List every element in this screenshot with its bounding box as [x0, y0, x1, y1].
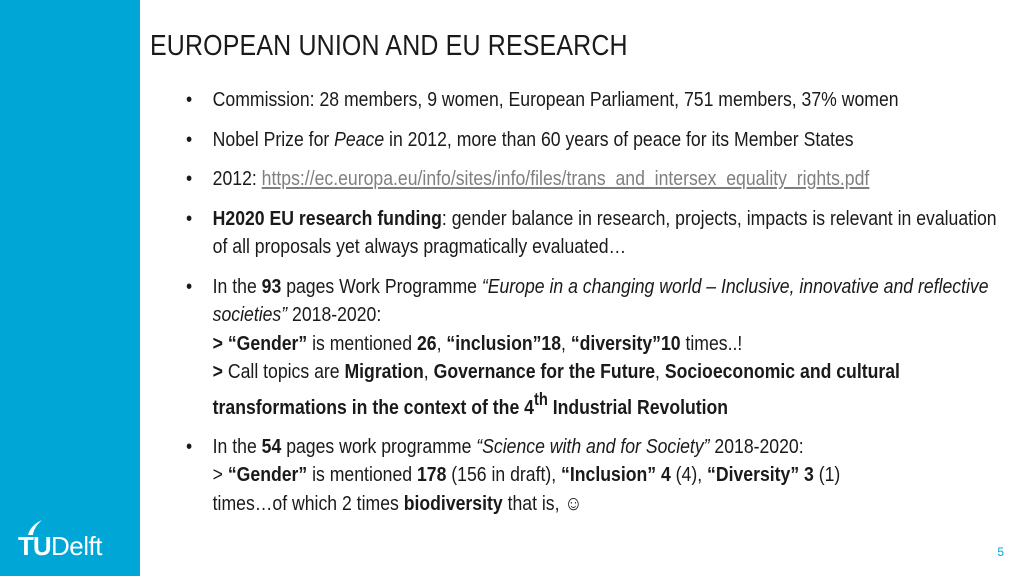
- slide-content: [186, 86, 1012, 529]
- tudelft-logo: [18, 518, 128, 562]
- smiley-icon: ☺: [564, 491, 583, 515]
- bullet-icon: •: [186, 88, 193, 111]
- bullet-icon: •: [186, 127, 193, 151]
- bullet-icon: •: [186, 274, 193, 298]
- bullet-list: [186, 86, 1012, 518]
- bullet-2012-link: • 2012: https://ec.europa.eu/info/sites/info/files/trans_and_intersex_equality_rights.pdf: [186, 165, 1012, 194]
- bullet-icon: •: [186, 206, 193, 230]
- page-number: 5: [997, 545, 1004, 559]
- peace-emphasis: Peace: [334, 127, 385, 151]
- slide-title: EUROPEAN UNION AND EU RESEARCH: [150, 30, 628, 62]
- bullet-work-programme-54: • In the 54 pages work programme “Science with and for Society” 2018-2020: > “Gender” is mentioned 178 (156 in draft), “Inclusion” 4 (4), “Diversity” 3 (1) times…of which 2 times biodiversity that is, ☺: [186, 434, 841, 515]
- bullet-nobel-prize: • Nobel Prize for Peace in 2012, more than 60 years of peace for its Member States: [186, 126, 1012, 155]
- bullet-icon: •: [186, 434, 193, 458]
- equality-rights-link[interactable]: https://ec.europa.eu/info/sites/info/files/trans_and_intersex_equality_rights.pdf: [261, 167, 870, 190]
- bullet-h2020: • H2020 EU research funding: gender balance in research, projects, impacts is relevant in evaluation of all proposals yet always pragmatically evaluated…: [186, 206, 997, 258]
- bullet-icon: •: [186, 167, 193, 190]
- bullet-work-programme-93: • In the 93 pages Work Programme “Europe in a changing world – Inclusive, innovative and reflective societies” 2018-2020: > “Gender” is mentioned 26, “inclusion”18, “diversity”10 times..! > Call topics are Migration, Governance for the Future, Socioeconomic and cultural transformations in the context of the 4th Industrial Revolution: [186, 274, 989, 419]
- sidebar: [0, 0, 140, 576]
- bullet-commission: • Commission: 28 members, 9 women, European Parliament, 751 members, 37% women: [186, 86, 1012, 115]
- logo-tu: TU: [18, 531, 51, 561]
- logo-delft: Delft: [51, 531, 102, 561]
